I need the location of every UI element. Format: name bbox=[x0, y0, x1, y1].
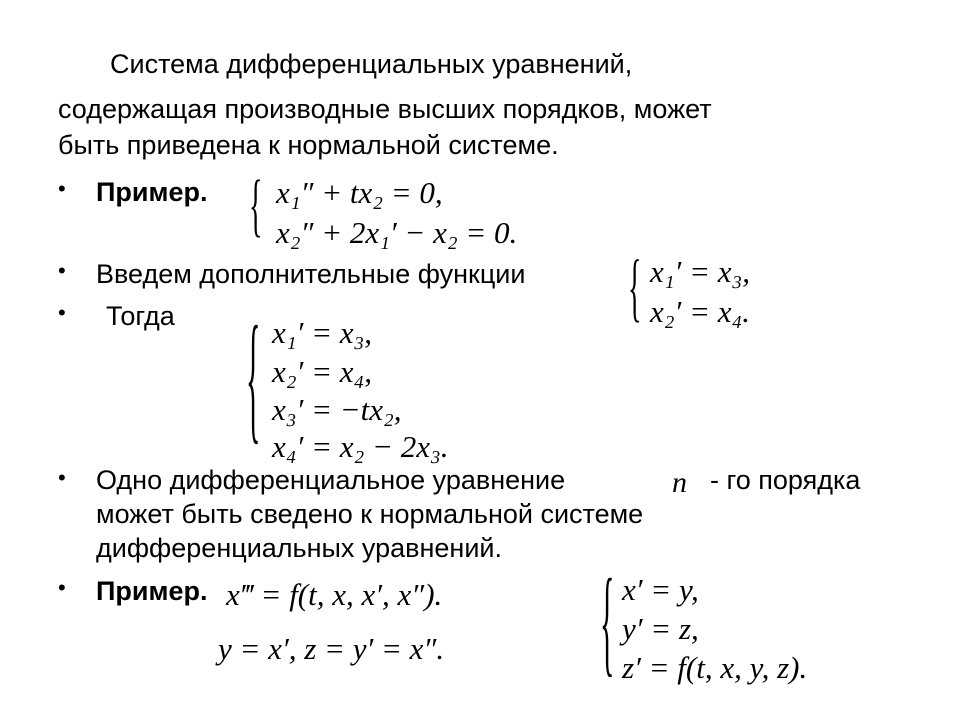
system-4-row-2: y′ = z, bbox=[622, 611, 699, 646]
then-text: Тогда bbox=[106, 301, 175, 331]
system-2-row-2: x₂′ = x₄. bbox=[650, 294, 751, 329]
bullet-3: • bbox=[58, 300, 66, 325]
can-be-line-2: дифференциальных уравнений. bbox=[96, 533, 503, 563]
system-3-row-4: x₄′ = x₂ − 2x₃. bbox=[272, 429, 449, 464]
order-text: - го порядка bbox=[710, 465, 861, 495]
system-2-brace: { bbox=[628, 244, 642, 330]
system-1-row-1: x₁″ + tx₂ = 0, bbox=[276, 175, 443, 210]
bullet-1: • bbox=[58, 176, 66, 201]
system-1-brace: { bbox=[249, 164, 263, 244]
system-3-row-3: x₃′ = −tx₂, bbox=[272, 392, 402, 427]
substitution-equation: y = x′, z = y′ = x″. bbox=[218, 631, 445, 666]
example-2-label: Пример. bbox=[96, 576, 208, 606]
system-2-row-1: x₁′ = x₃, bbox=[650, 254, 751, 289]
intro-line-1: Система дифференциальных уравнений, bbox=[110, 49, 633, 79]
bullet-2: • bbox=[58, 258, 66, 283]
system-3-brace: { bbox=[246, 295, 261, 458]
bullet-5: • bbox=[58, 575, 66, 600]
intro-line-3: быть приведена к нормальной системе. bbox=[58, 130, 559, 160]
system-1-row-2: x₂″ + 2x₁′ − x₂ = 0. bbox=[276, 215, 518, 250]
system-3-row-2: x₂′ = x₄, bbox=[272, 354, 373, 389]
system-3-row-1: x₁′ = x₃, bbox=[272, 315, 373, 350]
system-4-brace: { bbox=[600, 553, 615, 688]
system-4-row-3: z′ = f(t, x, y, z). bbox=[622, 650, 808, 685]
can-be-line-1: может быть сведено к нормальной системе bbox=[96, 499, 644, 529]
bullet-4: • bbox=[58, 465, 66, 490]
intro-line-2: содержащая производные высших порядков, может bbox=[58, 94, 712, 124]
one-equation-text: Одно дифференциальное уравнение bbox=[96, 465, 566, 495]
example-2-equation: x‴ = f(t, x, x′, x″). bbox=[226, 577, 443, 612]
system-4-row-1: x′ = y, bbox=[622, 572, 699, 607]
introduce-text: Введем дополнительные функции bbox=[96, 259, 526, 289]
example-1-label: Пример. bbox=[96, 177, 208, 207]
n-symbol: n bbox=[672, 466, 687, 499]
